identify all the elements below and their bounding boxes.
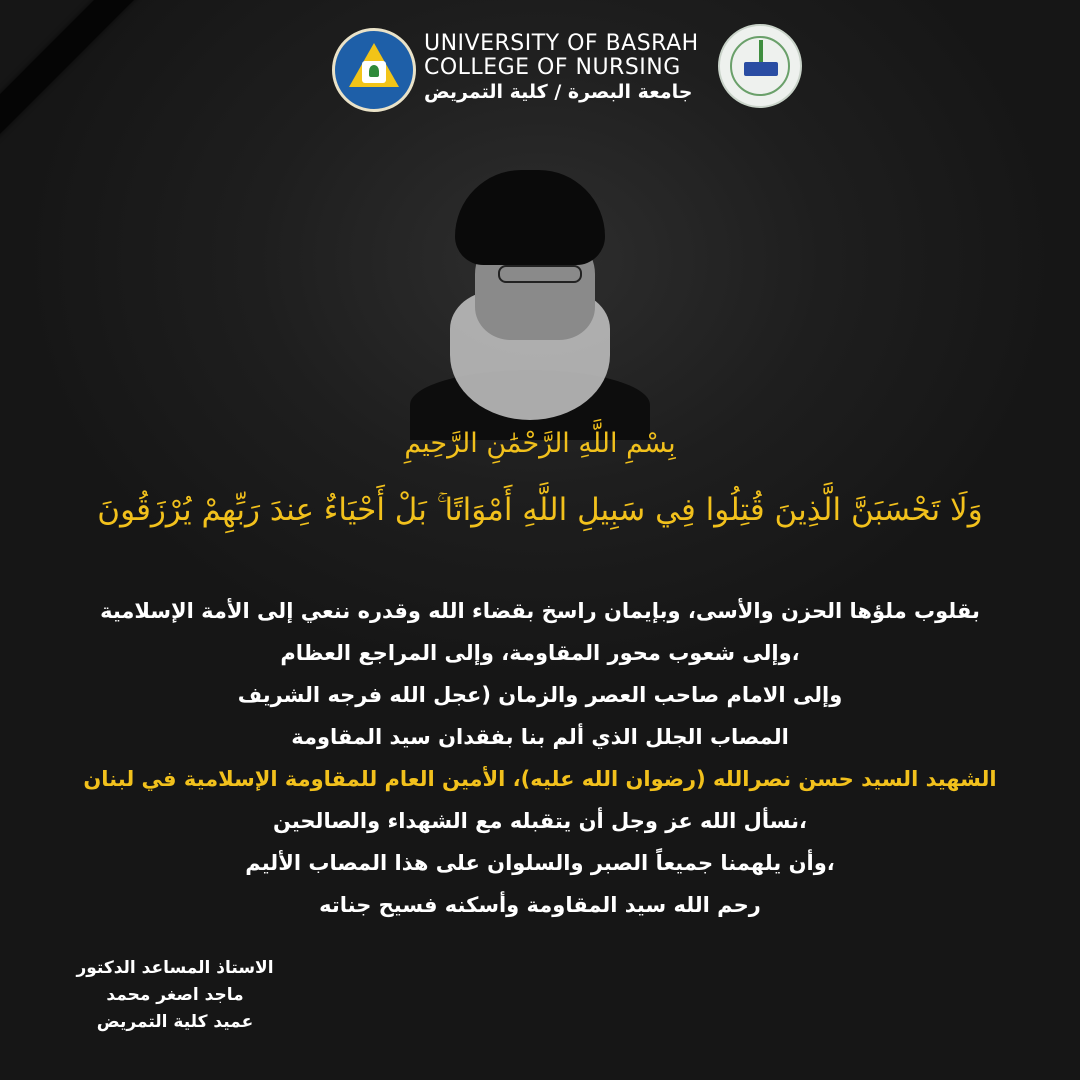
signature-name: ماجد اصغر محمد [106, 985, 244, 1005]
martyr-name-line: الشهيد السيد حسن نصرالله (رضوان الله عليه)، الأمين العام للمقاومة الإسلامية في لبنان [83, 767, 997, 791]
basmala: بِسْمِ اللَّهِ الرَّحْمَٰنِ الرَّحِيمِ [404, 428, 676, 459]
condolence-text [0, 590, 1080, 926]
signature [30, 955, 320, 1036]
text-line: رحم الله سيد المقاومة وأسكنه فسيح جناته [319, 893, 761, 917]
signature-position: عميد كلية التمريض [96, 1012, 254, 1032]
signature-title: الاستاذ المساعد الدكتور [76, 958, 274, 978]
college-name: COLLEGE OF NURSING [424, 55, 681, 80]
text-line: المصاب الجلل الذي ألم بنا بفقدان سيد المقاومة [291, 725, 789, 749]
header-text [424, 32, 699, 104]
nursing-seal-icon [718, 24, 802, 108]
text-line: ،وإلى شعوب محور المقاومة، وإلى المراجع العظام [280, 641, 800, 665]
text-line: وإلى الامام صاحب العصر والزمان (عجل الله فرجه الشريف [237, 683, 843, 707]
university-name: UNIVERSITY OF BASRAH [424, 31, 699, 56]
text-line: ،وأن يلهمنا جميعاً الصبر والسلوان على هذا المصاب الأليم [245, 851, 835, 875]
portrait-image [380, 140, 680, 440]
header [332, 20, 802, 120]
quran-verse: وَلَا تَحْسَبَنَّ الَّذِينَ قُتِلُوا فِي سَبِيلِ اللَّهِ أَمْوَاتًا ۚ بَلْ أَحْيَاءٌ عِندَ رَبِّهِمْ يُرْزَقُونَ [97, 492, 983, 528]
university-seal-icon [332, 28, 416, 112]
text-line: بقلوب ملؤها الحزن والأسى، وبإيمان راسخ بقضاء الله وقدره ننعي إلى الأمة الإسلامية [100, 599, 980, 623]
text-line: ،نسأل الله عز وجل أن يتقبله مع الشهداء والصالحين [272, 809, 808, 833]
arabic-name: جامعة البصرة / كلية التمريض [424, 81, 693, 103]
